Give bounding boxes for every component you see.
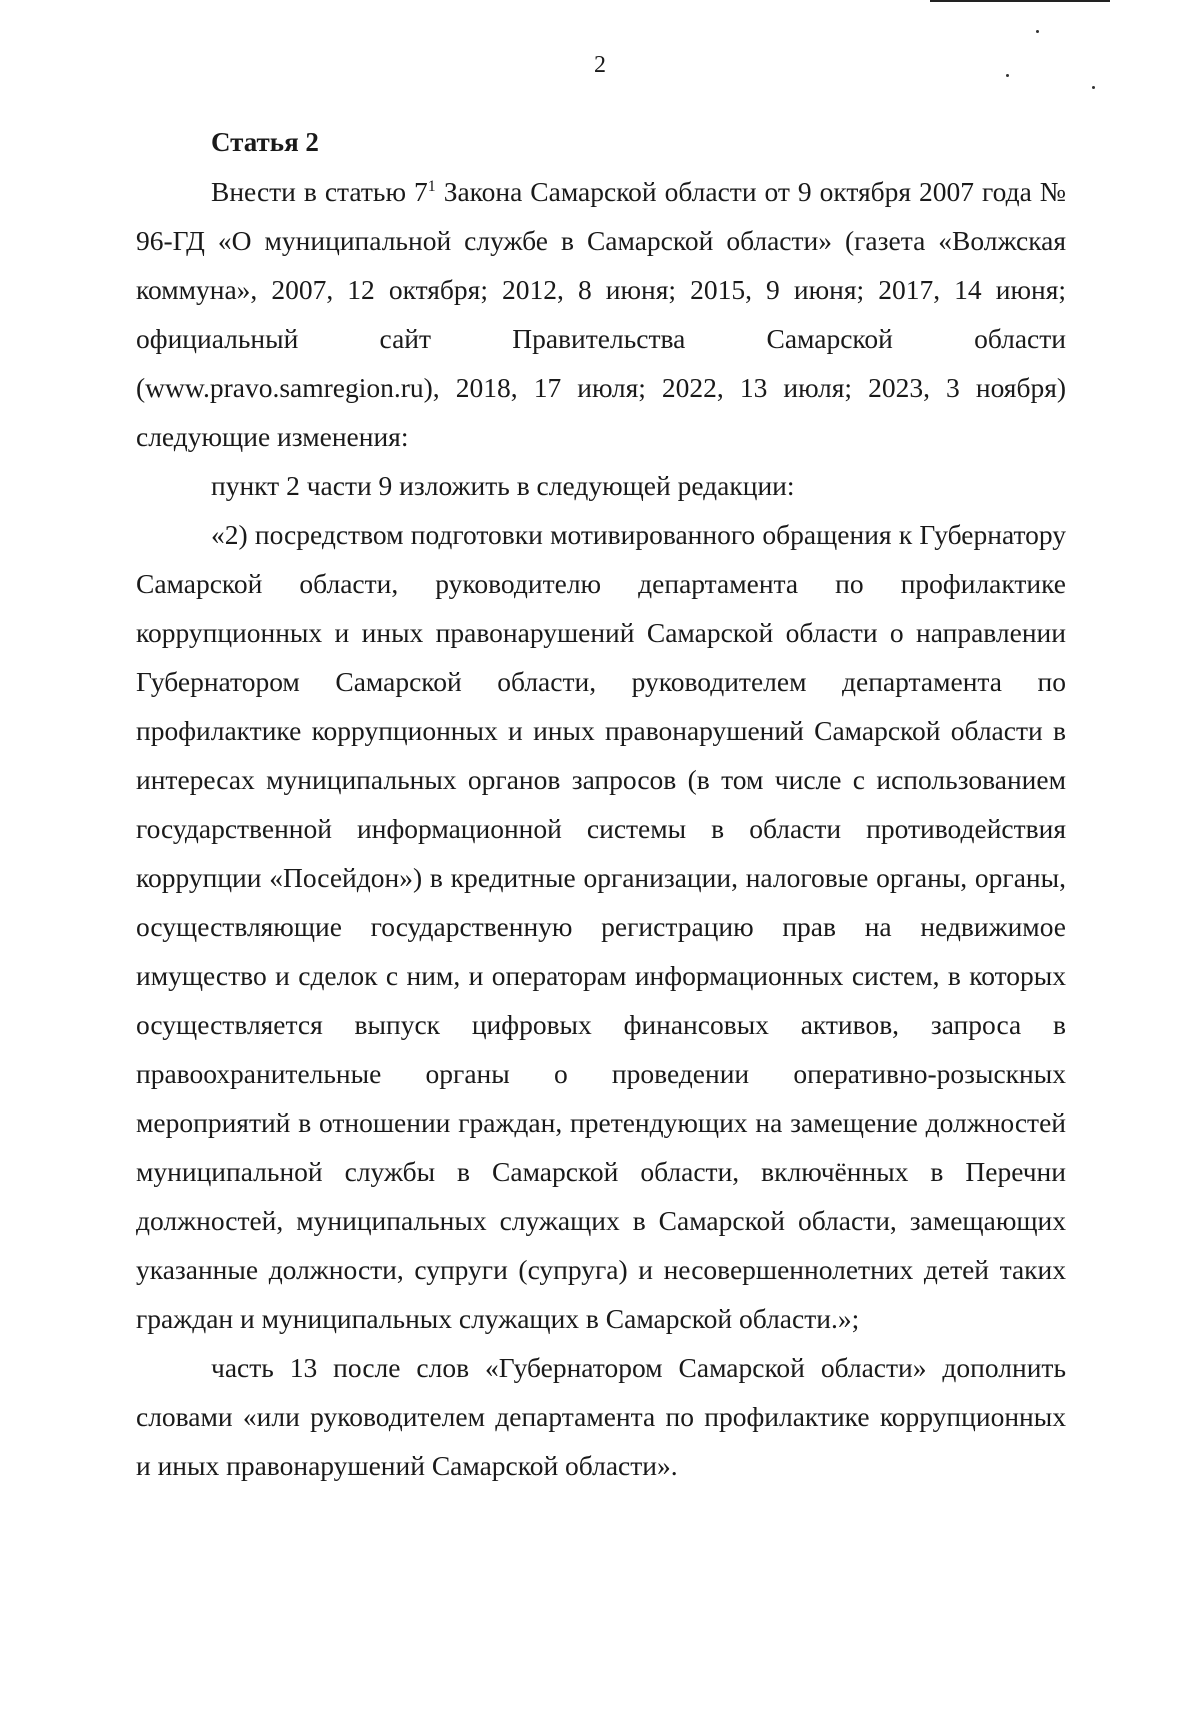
- scan-speck: [1092, 86, 1095, 89]
- quoted-amendment-paragraph: «2) посредством подготовки мотивированного обращения к Губернатору Самарской области, руководителю департамента по профилактике коррупционных и иных правонарушений Самарской области о направлении Губернатором Самарской области, руководителем департамента по профилактике коррупционных и иных правонарушений Самарской области в интересах муниципальных органов запросов (в том числе с использованием государственной информационной системы в области противодействия коррупции «Посейдон») в кредитные организации, налоговые органы, органы, осуществляющие государственную регистрацию прав на недвижимое имущество и сделок с ним, и операторам информационных систем, в которых осуществляется выпуск цифровых финансовых активов, запроса в правоохранительные органы о проведении оперативно-розыскных мероприятий в отношении граждан, претендующих на замещение должностей муниципальной службы в Самарской области, включённых в Перечни должностей, муниципальных служащих в Самарской области, замещающих указанные должности, супруги (супруга) и несовершеннолетних детей таких граждан и муниципальных служащих в Самарской области.»;: [136, 519, 1066, 1334]
- point-paragraph: пункт 2 части 9 изложить в следующей редакции:: [211, 470, 795, 501]
- intro-text-start: Внести в статью 7: [211, 176, 428, 207]
- article-title: Статья 2: [211, 127, 319, 157]
- article-superscript: 1: [427, 177, 436, 195]
- intro-paragraph: [136, 167, 1066, 461]
- scan-speck: [1036, 30, 1039, 33]
- intro-text-rest: Закона Самарской области от 9 октября 2007 года № 96-ГД «О муниципальной службе в Самарской области» (газета «Волжская коммуна», 2007, 12 октября; 2012, 8 июня; 2015, 9 июня; 2017, 14 июня; официальный сайт Правительства Самарской области (www.pravo.samregion.ru), 2018, 17 июля; 2022, 13 июля; 2023, 3 ноября) следующие изменения:: [136, 176, 1066, 452]
- scan-artifact-line: [930, 0, 1110, 2]
- document-body: [136, 118, 1066, 1490]
- part13-paragraph: часть 13 после слов «Губернатором Самарской области» дополнить словами «или руководителем департамента по профилактике коррупционных и иных правонарушений Самарской области».: [136, 1352, 1066, 1481]
- page-number: 2: [594, 52, 606, 78]
